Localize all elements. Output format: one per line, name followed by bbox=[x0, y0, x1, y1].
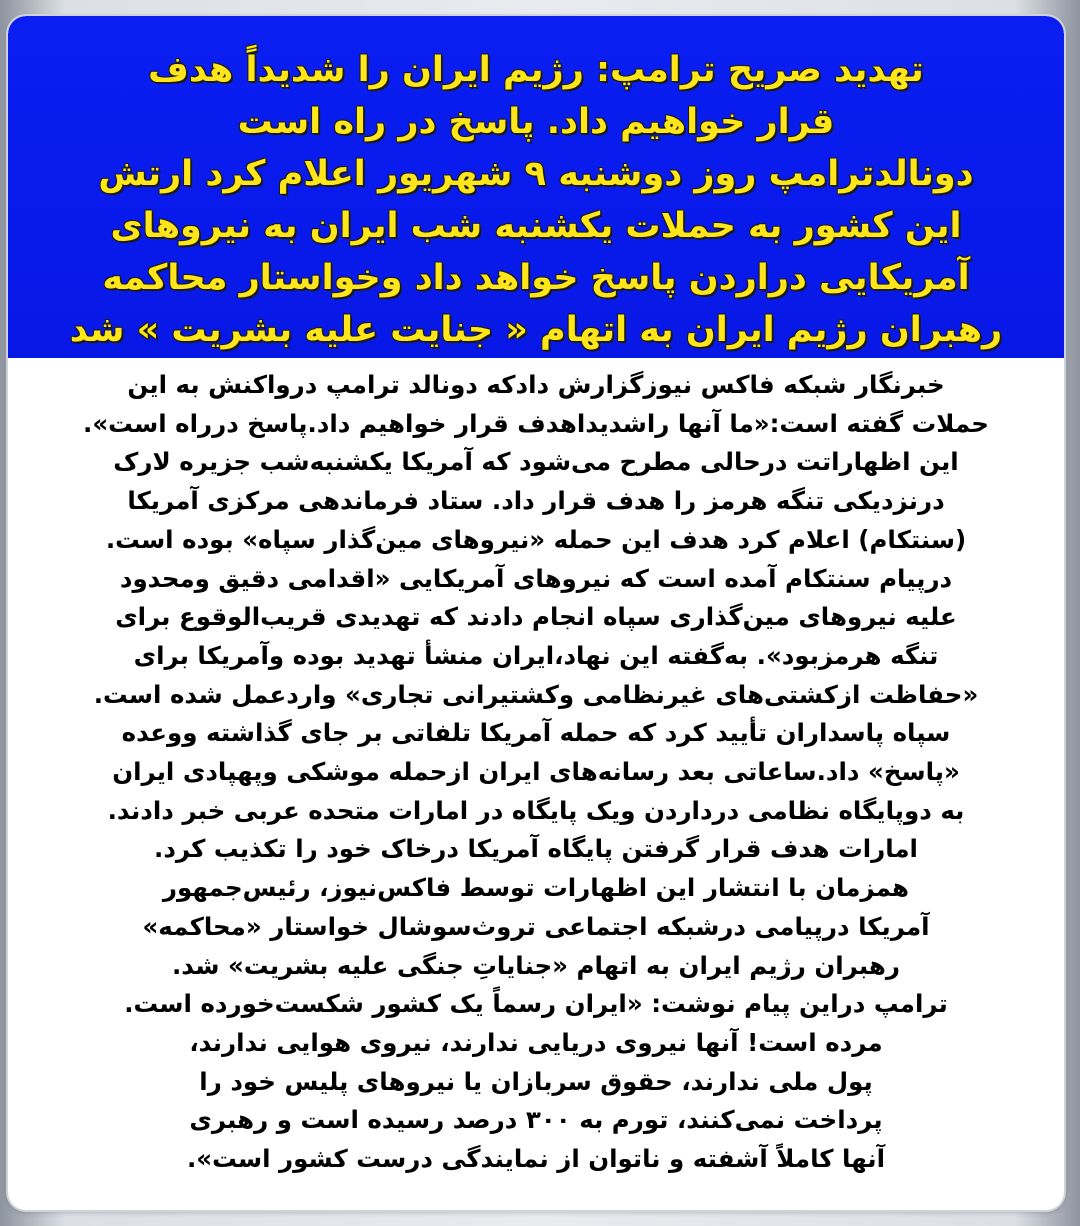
body-line: رهبران رژیم ایران به اتهام «جنایاتِ جنگی علیه بشریت» شد. bbox=[171, 950, 901, 980]
news-card bbox=[8, 16, 1064, 1210]
headline-line: رهبران رژیم ایران به اتهام « جنایت علیه بشریت » شد bbox=[69, 310, 1003, 350]
body-line: پرداخت نمی‌کنند، تورم به ۳۰۰ درصد رسیده است و رهبری bbox=[189, 1105, 883, 1135]
body-line: «حفاظت ازکشتی‌های غیرنظامی وکشتیرانی تجاری» واردعمل شده است. bbox=[93, 679, 979, 709]
body-line: امارات هدف قرار گرفتن پایگاه آمریکا درخاک خود را تکذیب کرد. bbox=[154, 834, 918, 864]
body-line: درنزدیکی تنگه هرمز را هدف قرار داد. ستاد فرماندهی مرکزی آمریکا bbox=[127, 486, 945, 516]
headline-line: آمریکایی دراردن پاسخ خواهد داد وخواستار محاکمه bbox=[102, 258, 970, 298]
body-line: «پاسخ» داد.ساعاتی بعد رسانه‌های ایران ازحمله موشکی وپهپادی ایران bbox=[112, 757, 960, 787]
body-line: پول ملی ندارند، حقوق سربازان یا نیروهای پلیس خود را bbox=[199, 1066, 873, 1096]
body-line: ترامپ دراین پیام نوشت: «ایران رسماً یک کشور شکست‌خورده است. bbox=[124, 989, 948, 1019]
body-line: (سنتکام) اعلام کرد هدف این حمله «نیروهای مین‌گذار سپاه» بوده است. bbox=[105, 524, 967, 554]
body-line: آنها کاملاً آشفته و ناتوان از نمایندگی درست کشور است». bbox=[186, 1144, 886, 1174]
headline-banner bbox=[8, 16, 1064, 358]
headline-line: این کشور به حملات یکشنبه شب ایران به نیروهای bbox=[110, 206, 962, 246]
headline-line: تهدید صریح ترامپ: رژیم ایران را شدیداً هدف bbox=[148, 50, 924, 90]
body-line: این اظهاراتت درحالی مطرح می‌شود که آمریکا یکشنبه‌شب جزیره لارک bbox=[113, 447, 959, 477]
body-line: سپاه پاسداران تأیید کرد که حمله آمریکا تلفاتی بر جای گذاشته ووعده bbox=[121, 718, 951, 748]
body-line: حملات گفته است:«ما آنها راشدیداهدف قرار خواهیم داد.پاسخ درراه است». bbox=[83, 408, 989, 438]
headline-line: قرار خواهیم داد. پاسخ در راه است bbox=[237, 102, 835, 142]
body-line: علیه نیروهای مین‌گذاری سپاه انجام دادند که تهدیدی قریب‌الوقوع برای bbox=[115, 602, 957, 632]
headline-line: دونالدترامپ روز دوشنبه ۹ شهریور اعلام کرد ارتش bbox=[98, 154, 974, 194]
article-body bbox=[26, 366, 1046, 1179]
body-line: خبرنگار شبکه فاکس نیوزگزارش دادکه دونالد ترامپ درواکنش به این bbox=[127, 370, 945, 399]
body-line: تنگه هرمزبود». به‌گفته این نهاد،ایران منشأ تهدید بوده وآمریکا برای bbox=[133, 640, 939, 670]
body-line: درپیام سنتکام آمده است که نیروهای آمریکایی «اقدامی دقیق ومحدود bbox=[119, 563, 953, 593]
body-line: به دوپایگاه نظامی درداردن ویک پایگاه در امارات متحده عربی خبر دادند. bbox=[107, 795, 965, 825]
body-line: مرده است! آنها نیروی دریایی ندارند، نیروی هوایی ندارند، bbox=[189, 1027, 883, 1057]
body-line: آمریکا درپیامی درشبکه اجتماعی تروث‌سوشال خواستار «محاکمه» bbox=[142, 911, 930, 941]
body-line: همزمان با انتشار این اظهارات توسط فاکس‌نیوز، رئیس‌جمهور bbox=[162, 873, 910, 903]
